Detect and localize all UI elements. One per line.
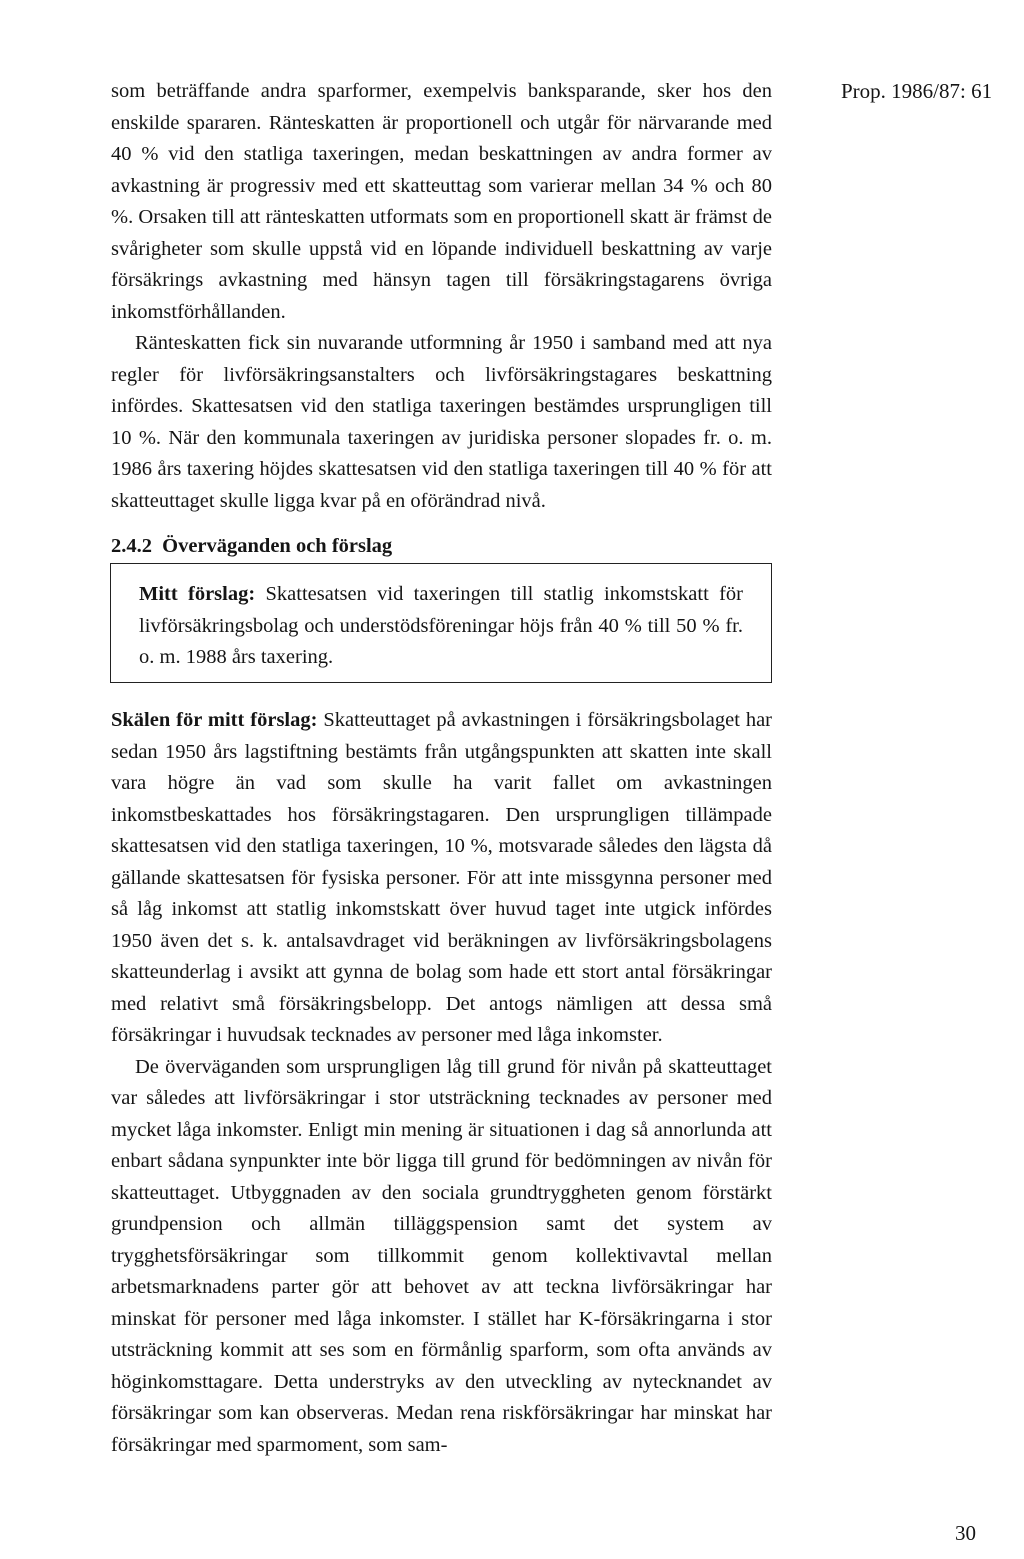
section-title: Överväganden och förslag bbox=[162, 535, 393, 557]
proposal-text bbox=[139, 579, 743, 674]
reasons-paragraph-1 bbox=[111, 705, 772, 1052]
reasons-label: Skälen för mitt förslag: bbox=[111, 709, 318, 731]
proposal-body: Skattesatsen vid taxeringen till statlig inkomstskatt för livförsäkringsbolag och understödsföreningar höjs från 40 % till 50 % fr. o. m. 1988 års taxering. bbox=[139, 583, 743, 668]
proposal-box bbox=[110, 563, 772, 683]
page-number: 30 bbox=[955, 1521, 976, 1545]
reasons-text bbox=[111, 705, 772, 1461]
intro-paragraph-1: som beträffande andra sparformer, exempelvis banksparande, sker hos den enskilde spararen. Ränteskatten är proportionell och utgår för närvarande med 40 % vid den statliga taxeringen, medan beskattningen av andra former av avkastning är progressiv med ett skatteuttag som varierar mellan 34 % och 80 %. Orsaken till att ränteskatten utformats som en proportionell skatt är främst de svårigheter som skulle uppstå vid en löpande individuell beskattning av varje försäkrings avkastning med hänsyn tagen till försäkringstagarens övriga inkomstförhållanden. bbox=[111, 80, 772, 323]
proposition-marker: Prop. 1986/87: 61 bbox=[841, 79, 993, 103]
section-heading bbox=[111, 532, 392, 560]
reasons-paragraph-2: De överväganden som ursprungligen låg till grund för nivån på skatteuttaget var således att livförsäkringar i stor utsträckning tecknades av personer med mycket låga inkomster. Enligt min mening är situationen i dag så annorlunda att enbart sådana synpunkter inte bör ligga till grund för bedömningen av nivån för skatteuttaget. Utbyggnaden av den sociala grundtryggheten genom förstärkt grundpension och allmän tilläggspension samt det system av trygghetsförsäkringar som tillkommit genom kollektivavtal mellan arbetsmarknadens parter gör att behovet av att teckna livförsäkringar har minskat för personer med låga inkomster. I stället har K-försäkringarna i stor utsträckning kommit att ses som en förmånlig sparform, som ofta används av höginkomsttagare. Detta understryks av den utveckling av nytecknandet av försäkringar som kan observeras. Medan rena riskförsäkringar har minskat har försäkringar med sparmoment, som sam- bbox=[111, 1055, 772, 1456]
section-number: 2.4.2 bbox=[111, 535, 152, 557]
intro-paragraph-2: Ränteskatten fick sin nuvarande utformning år 1950 i samband med att nya regler för livförsäkringsanstalters och livförsäkringstagares beskattning infördes. Skattesatsen vid den statliga taxeringen bestämdes ursprungligen till 10 %. När den kommunala taxeringen av juridiska personer slopades fr. o. m. 1986 års taxering höjdes skattesatsen vid den statliga taxeringen till 40 % för att skatteuttaget skulle ligga kvar på en oförändrad nivå. bbox=[111, 332, 772, 512]
intro-text bbox=[111, 76, 772, 517]
reasons-body-1: Skatteuttaget på avkastningen i försäkringsbolaget har sedan 1950 års lagstiftning bestämts från utgångspunkten att skatten inte skall vara högre än vad som skulle ha varit fallet om avkastningen inkomstbeskattades hos försäkringstagaren. Den ursprungligen tillämpade skattesatsen vid den statliga taxeringen, 10 %, motsvarade således den lägsta då gällande skattesatsen för fysiska personer. För att inte missgynna personer med så låg inkomst att statlig inkomstskatt över huvud taget inte utgick infördes 1950 även det s. k. antalsavdraget vid beräkningen av livförsäkringsbolagens skatteunderlag i avsikt att gynna de bolag som hade ett stort antal försäkringar med relativt små försäkringsbelopp. Det antogs nämligen att dessa små försäkringar i huvudsak tecknades av personer med låga inkomster. bbox=[111, 709, 773, 1046]
proposal-label: Mitt förslag: bbox=[139, 583, 256, 605]
